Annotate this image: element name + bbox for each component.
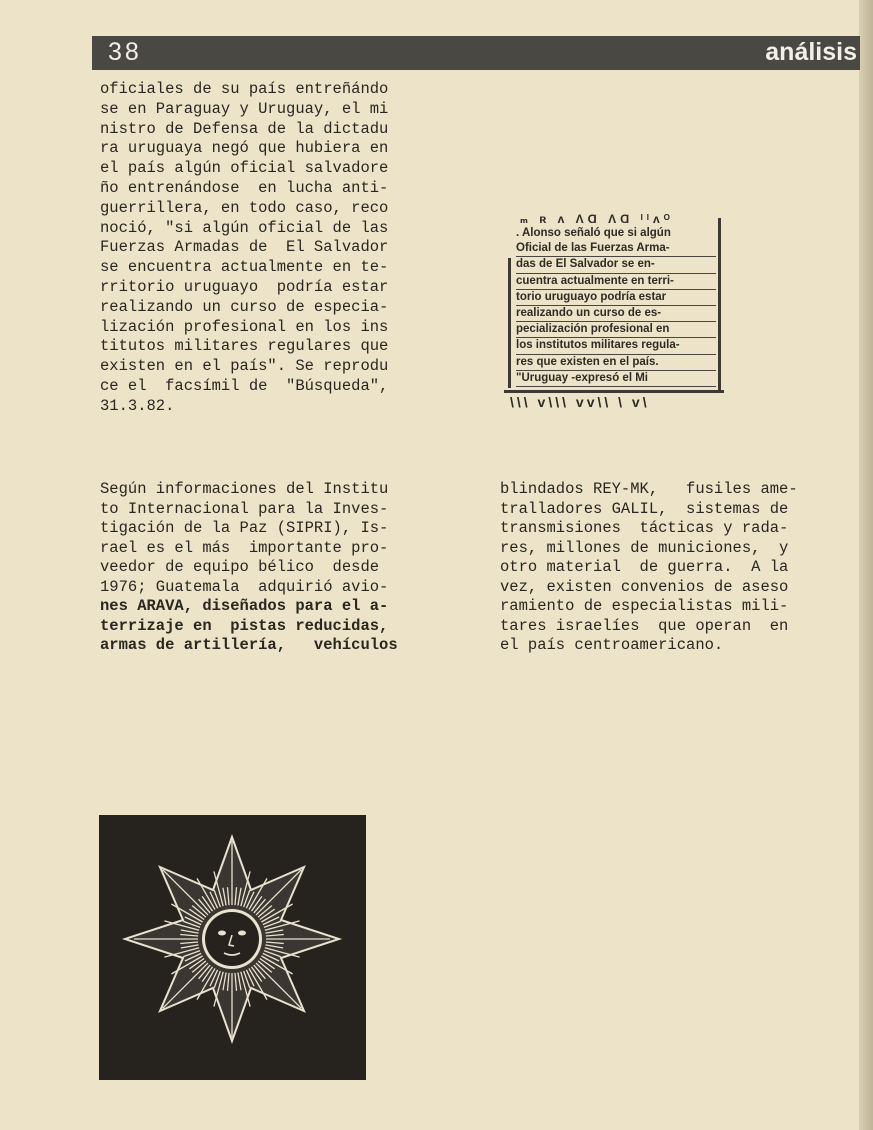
header-bar — [92, 36, 860, 70]
text-line: se en Paraguay y Uruguay, el mi — [100, 99, 389, 118]
clipping-line: das de El Salvador se en- — [516, 257, 716, 273]
text-line: Fuerzas Armadas de El Salvador — [100, 238, 389, 257]
text-line: veedor de equipo bélico desde — [100, 558, 380, 576]
text-line: transmisiones tácticas y rada- — [500, 519, 789, 537]
text-line: noció, "si algún oficial de las — [100, 218, 389, 237]
text-line: res, millones de municiones, y — [500, 538, 789, 557]
article-left-column — [100, 480, 475, 656]
text-line: el país centroamericano. — [500, 636, 724, 654]
clipping-bottom-marks: \\\ v\\\ vv\\ \ v\ — [510, 394, 650, 410]
clipping-line: pecialización profesional en — [516, 322, 716, 338]
text-line: nistro de Defensa de la dictadu — [100, 119, 389, 138]
text-line: otro material de guerra. A la — [500, 558, 789, 576]
text-line: ce el facsímil de "Búsqueda", — [100, 376, 389, 395]
clipping-line: torio uruguayo podría estar — [516, 290, 716, 306]
article-right-column — [500, 480, 873, 656]
page-number: 38 — [108, 38, 142, 66]
clipping-top-marks: ₘ ʀ ʌ ɅⱭ ɅⱭ ᴵᴵᴧᴼ — [520, 212, 674, 226]
clipping-line: res que existen en el país. — [516, 355, 716, 371]
text-line: ño entrenándose en lucha anti- — [100, 178, 389, 197]
text-line: to Internacional para la Inves- — [100, 499, 389, 518]
clipping-right-rule — [718, 218, 721, 390]
text-line: existen en el país". Se reprodu — [100, 357, 389, 376]
text-line: rael es el más importante pro- — [100, 538, 389, 557]
text-line: el país algún oficial salvadore — [100, 159, 389, 178]
clipping-line: cuentra actualmente en terri- — [516, 274, 716, 290]
article-top-column — [100, 80, 470, 417]
sun-emblem-illustration — [99, 815, 366, 1080]
text-line: realizando un curso de especia- — [100, 297, 389, 316]
text-line: lización profesional en los ins — [100, 317, 389, 336]
clipping-bottom-rule — [504, 390, 724, 393]
clipping-line: . Alonso señaló que si algún — [516, 227, 671, 239]
sun-icon — [99, 815, 366, 1080]
text-line: rritorio uruguayo podría estar — [100, 277, 389, 296]
text-line: 31.3.82. — [100, 396, 175, 415]
clipping-line: "Uruguay -expresó el Mi — [516, 371, 716, 387]
text-line: tares israelíes que operan en — [500, 616, 789, 635]
clipping-line: Oficial de las Fuerzas Arma- — [516, 241, 716, 257]
text-line: se encuentra actualmente en te- — [100, 258, 389, 277]
text-line: vez, existen convenios de aseso — [500, 577, 789, 596]
clipping-line: los institutos militares regula- — [516, 338, 716, 354]
text-line: armas de artillería, vehículos — [100, 636, 398, 654]
clipping-line: realizando un curso de es- — [516, 306, 716, 322]
text-line: terrizaje en pistas reducidas, — [100, 616, 389, 635]
text-line: tralladores GALIL, sistemas de — [500, 499, 789, 518]
text-line: nes ARAVA, diseñados para el a- — [100, 597, 389, 615]
text-line: oficiales de su país entreñándo — [100, 80, 389, 98]
section-label: análisis — [765, 38, 857, 66]
text-line: Según informaciones del Institu — [100, 480, 389, 498]
clipping-text — [516, 226, 716, 387]
text-line: ra uruguaya negó que hubiera en — [100, 139, 389, 158]
text-line: blindados REY-MK, fusiles ame- — [500, 480, 798, 498]
text-line: ramiento de especialistas mili- — [500, 597, 789, 615]
clipping-left-rule — [508, 258, 511, 388]
text-line: guerrillera, en todo caso, reco — [100, 198, 389, 217]
text-line: titutos militares regulares que — [100, 337, 389, 356]
text-line: 1976; Guatemala adquirió avio- — [100, 577, 389, 596]
text-line: tigación de la Paz (SIPRI), Is- — [100, 519, 389, 537]
newspaper-clipping-facsimile — [490, 210, 730, 415]
